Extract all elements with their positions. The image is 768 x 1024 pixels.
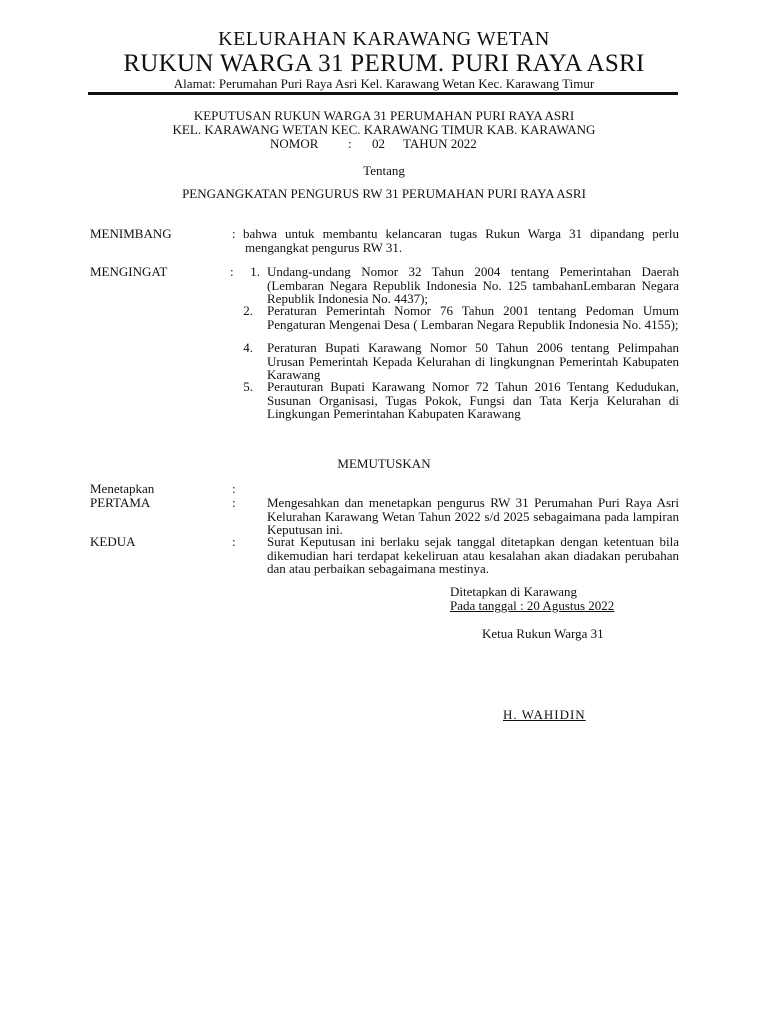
nomor-colon: :: [348, 136, 352, 151]
decision-title: KEPUTUSAN RUKUN WARGA 31 PERUMAHAN PURI RAYA ASRI: [193, 108, 575, 123]
menimbang-label: MENIMBANG: [90, 226, 172, 241]
pertama-label: PERTAMA: [90, 495, 151, 510]
mengingat-colon: :: [230, 264, 234, 279]
mengingat-item-number: 1.: [250, 264, 260, 279]
nomor-value: 02: [372, 136, 385, 151]
tahun-value: TAHUN 2022: [403, 136, 477, 151]
decision-location: KEL. KARAWANG WETAN KEC. KARAWANG TIMUR KAB. KARAWANG: [172, 122, 596, 137]
memutuskan-heading: MEMUTUSKAN: [337, 456, 431, 471]
header-rukun-warga: RUKUN WARGA 31 PERUM. PURI RAYA ASRI: [123, 50, 645, 77]
signatory-name: H. WAHIDIN: [503, 707, 586, 722]
decision-subject: PENGANGKATAN PENGURUS RW 31 PERUMAHAN PURI RAYA ASRI: [182, 186, 586, 201]
mengingat-item-number: 4.: [243, 340, 253, 355]
kedua-label: KEDUA: [90, 534, 136, 549]
header-rule: [88, 92, 678, 95]
signature-role: Ketua Rukun Warga 31: [482, 626, 604, 641]
menimbang-text: bahwa untuk membantu kelancaran tugas Rukun Warga 31 dipandang perlu mengangkat pengurus RW 31.: [243, 226, 679, 255]
header-kelurahan: KELURAHAN KARAWANG WETAN: [218, 28, 550, 50]
mengingat-item-number: 2.: [243, 303, 253, 318]
mengingat-item-text: Peraturan Pemerintah Nomor 76 Tahun 2001 tentang Pedoman Umum Pengaturan Mengenai Desa ( Lembaran Negara Republik Indonesia No. 4155);: [267, 303, 679, 332]
menimbang-colon: :: [232, 226, 236, 241]
mengingat-item-text: Peraturan Bupati Karawang Nomor 50 Tahun 2006 tentang Pelimpahan Urusan Pemerintah Kepada Kelurahan di lingkungnan Pemerintah Kabupaten Karawang: [267, 340, 679, 382]
signature-place: Ditetapkan di Karawang: [450, 584, 578, 599]
kedua-colon: :: [232, 534, 236, 549]
mengingat-label: MENGINGAT: [90, 264, 168, 279]
kedua-text: Surat Keputusan ini berlaku sejak tanggal ditetapkan dengan ketentuan bila dikemudian hari terdapat kekeliruan atau kesalahan akan diadakan perubahan dan atau perbaikan sebagaimana mestinya.: [267, 534, 679, 576]
pertama-colon: :: [232, 495, 236, 510]
nomor-label: NOMOR: [270, 136, 319, 151]
mengingat-item-text: Undang-undang Nomor 32 Tahun 2004 tentang Pemerintahan Daerah (Lembaran Negara Republik Indonesia No. 125 tambahanLembaran Negara Republik Indonesia No. 4437);: [267, 264, 679, 306]
menetapkan-label: Menetapkan: [90, 481, 155, 496]
mengingat-item-text: Perauturan Bupati Karawang Nomor 72 Tahun 2016 Tentang Kedudukan, Susunan Organisasi, Tugas Pokok, Fungsi dan Tata Kerja Kelurahan di Lingkungan Pemerintahan Kabupaten Karawang: [267, 379, 679, 421]
header-address: Alamat: Perumahan Puri Raya Asri Kel. Karawang Wetan Kec. Karawang Timur: [173, 76, 595, 91]
menetapkan-colon: :: [232, 481, 236, 496]
tentang-label: Tentang: [363, 163, 405, 178]
signature-date: Pada tanggal : 20 Agustus 2022: [450, 598, 615, 613]
pertama-text: Mengesahkan dan menetapkan pengurus RW 31 Perumahan Puri Raya Asri Kelurahan Karawang Wetan Tahun 2022 s/d 2025 sebagaimana pada lampiran Keputusan ini.: [267, 495, 679, 537]
mengingat-item-number: 5.: [243, 379, 253, 394]
